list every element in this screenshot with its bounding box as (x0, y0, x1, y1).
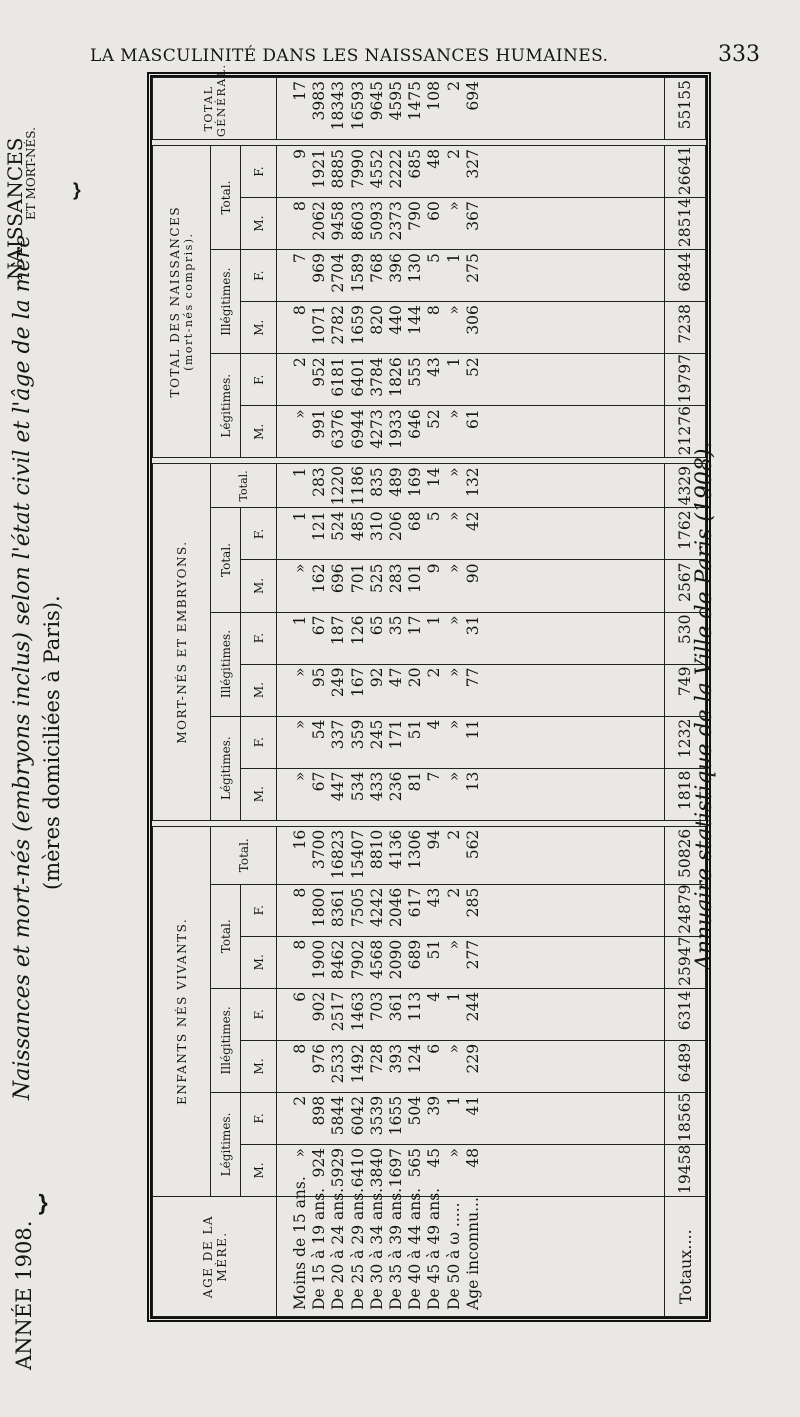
total-cell: 749 (665, 664, 706, 716)
corner-title (5, 80, 37, 280)
m-header: M. (241, 936, 277, 988)
sub-total-header: Total. (211, 464, 277, 508)
data-column: » 67 447 534 433 236 81 7 » 13 (277, 768, 665, 820)
data-column: 8 1800 8361 7505 4242 2046 617 43 2 285 (277, 884, 665, 936)
data-column: 16 3700 16823 15407 8810 4136 1306 94 2 562 (277, 826, 665, 884)
m-header: M. (241, 768, 277, 820)
total-cell: 1818 (665, 768, 706, 820)
sub-legit-header: Légitimes. (211, 1092, 241, 1196)
group-mortnes-header: MORT-NÉS ET EMBRYONS. (153, 464, 211, 820)
total-cell: 26641 (665, 146, 706, 198)
total-cell: 1762 (665, 508, 706, 560)
data-column: » 95 249 167 92 47 20 2 » 77 (277, 664, 665, 716)
year-label: ANNÉE 1908. (12, 1220, 36, 1370)
f-header: F. (241, 146, 277, 198)
m-header: M. (241, 1040, 277, 1092)
m-header: M. (241, 406, 277, 458)
sub-legit-header: Légitimes. (211, 716, 241, 820)
data-column: 9 1921 8885 7990 4552 2222 685 48 2 327 (277, 146, 665, 198)
age-labels: Moins de 15 ans. De 15 à 19 ans. De 20 à 24 ans. De 25 à 29 ans. De 30 à 34 ans. De 35 à 39 ans. De 40 à 44 ans. De 45 à 49 ans. De 50 à ω ..... Age inconnu... (277, 1197, 665, 1317)
sub-total-header: Total. (211, 884, 241, 988)
total-cell: 7238 (665, 302, 706, 354)
data-column: 2 898 5844 6042 3539 1655 504 39 1 41 (277, 1092, 665, 1144)
total-cell: 21276 (665, 406, 706, 458)
f-header: F. (241, 508, 277, 560)
totals-label: Totaux.... (665, 1197, 706, 1317)
f-header: F. (241, 354, 277, 406)
table-title: Naissances et mort-nés (embryons inclus) selon l'état civil et l'âge de la mère (10, 234, 35, 1100)
total-cell: 24879 (665, 884, 706, 936)
group-total-title: TOTAL DES NAISSANCES (168, 205, 182, 398)
sub-total-header: Total. (211, 826, 277, 884)
data-column: 8 1900 8462 7902 4568 2090 689 51 » 277 (277, 936, 665, 988)
total-cell: 50826 (665, 826, 706, 884)
data-column: 1 283 1220 1186 835 489 169 14 » 132 (277, 464, 665, 508)
sub-total-header: Total. (211, 146, 241, 250)
data-column: 1 121 524 485 310 206 68 5 » 42 (277, 508, 665, 560)
total-cell: 19797 (665, 354, 706, 406)
m-header: M. (241, 1144, 277, 1196)
total-cell: 25947 (665, 936, 706, 988)
total-cell: 19458 (665, 1144, 706, 1196)
group-total-subtitle: (mort-nés compris). (182, 232, 195, 371)
f-header: F. (241, 1092, 277, 1144)
group-vivants-header: ENFANTS NÉS VIVANTS. (153, 826, 211, 1196)
m-header: M. (241, 198, 277, 250)
total-cell: 530 (665, 612, 706, 664)
f-header: F. (241, 250, 277, 302)
data-column: 1 67 187 126 65 35 17 1 » 31 (277, 612, 665, 664)
total-cell: 55155 (665, 78, 706, 140)
corner-title-main: NAISSANCES (3, 137, 27, 280)
sub-legit-header: Légitimes. (211, 354, 241, 458)
data-column: » 991 6376 6944 4273 1933 646 52 » 61 (277, 406, 665, 458)
data-column: 17 3983 18343 16593 9645 4595 1475 108 2 694 (277, 78, 665, 140)
sub-total-header: Total. (211, 508, 241, 612)
births-table (147, 63, 711, 1322)
total-cell: 1232 (665, 716, 706, 768)
data-column: » 924 5929 6410 3840 1697 565 45 » 48 (277, 1144, 665, 1196)
data-column: 8 2062 9458 8603 5093 2373 790 60 » 367 (277, 198, 665, 250)
data-column: 7 969 2704 1589 768 396 130 5 1 275 (277, 250, 665, 302)
running-title: LA MASCULINITÉ DANS LES NAISSANCES HUMAINES. (90, 46, 609, 66)
m-header: M. (241, 560, 277, 612)
page-number: 333 (718, 42, 760, 67)
m-header: M. (241, 664, 277, 716)
left-brace: ⏟ (4, 1193, 45, 1215)
sub-illegit-header: Illégitimes. (211, 250, 241, 354)
f-header: F. (241, 612, 277, 664)
f-header: F. (241, 716, 277, 768)
table-subtitle: (mères domiciliées à Paris). (40, 595, 64, 890)
total-cell: 6844 (665, 250, 706, 302)
data-column: » 54 337 359 245 171 51 4 » 11 (277, 716, 665, 768)
right-brace: ⏟ (44, 182, 79, 200)
sub-illegit-header: Illégitimes. (211, 988, 241, 1092)
data-column: 8 1071 2782 1659 820 440 144 8 » 306 (277, 302, 665, 354)
total-cell: 28514 (665, 198, 706, 250)
total-cell: 18565 (665, 1092, 706, 1144)
group-general-header: TOTAL GÉNÉRAL. (153, 78, 277, 140)
group-total-header (153, 146, 211, 458)
corner-title-sub: ET MORT-NÉS. (24, 127, 38, 220)
data-column: 2 952 6181 6401 3784 1826 555 43 1 52 (277, 354, 665, 406)
f-header: F. (241, 988, 277, 1040)
total-cell: 6489 (665, 1040, 706, 1092)
f-header: F. (241, 884, 277, 936)
total-cell: 2567 (665, 560, 706, 612)
col-age-header: AGE DE LA MÈRE. (153, 1197, 277, 1317)
data-column: 8 976 2533 1492 728 393 124 6 » 229 (277, 1040, 665, 1092)
data-column: » 162 696 701 525 283 101 9 » 90 (277, 560, 665, 612)
source-note: Annuaire statistique de la Ville de Paris (1908). (692, 441, 717, 970)
sub-illegit-header: Illégitimes. (211, 612, 241, 716)
total-cell: 6314 (665, 988, 706, 1040)
m-header: M. (241, 302, 277, 354)
total-cell: 4329 (665, 464, 706, 508)
data-column: 6 902 2517 1463 703 361 113 4 1 244 (277, 988, 665, 1040)
